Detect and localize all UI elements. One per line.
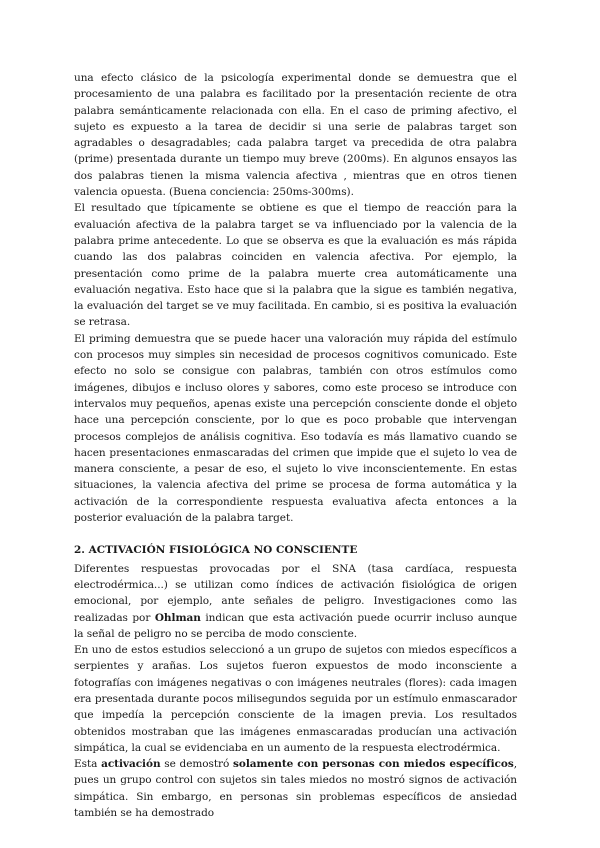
paragraph-priming-result: El resultado que típicamente se obtiene es que el tiempo de reacción para la evaluación afectiva de la palabra target se va influenciado por la valencia de la palabra prime antecedente. Lo que se observa es que la evaluación es más rápida cuando las dos palabras coinciden en valencia afectiva. Por ejemplo, la presentación como prime de la palabra muerte crea automáticamente una evaluación negativa. Esto hace que si la palabra que la sigue es también negativa, la evaluación del target se ve muy facilitada. En cambio, si es positiva la evaluación se retrasa.: [74, 202, 517, 329]
paragraph-text: , pues un grupo control con sujetos sin tales miedos no mostró signos de activación simpática. Sin embargo, en personas sin problemas específicos de ansiedad también se ha demostrado: [74, 758, 517, 820]
paragraph-text: indican que esta activación puede ocurrir incluso aunque la señal de peligro no se perciba de modo consciente.: [74, 611, 518, 640]
author-name: Ohlman: [154, 611, 201, 624]
paragraph-text: Diferentes respuestas provocadas por el SNA (tasa cardíaca, respuesta electrodérmica...) se utilizan como índices de activación fisiológica de origen emocional, por ejemplo, ante señales de peligro. Investigaciones como las realizadas por: [74, 562, 517, 624]
paragraph-text: se demostró: [160, 758, 234, 771]
paragraph-text: Esta: [74, 758, 102, 771]
section-heading: 2. ACTIVACIÓN FISIOLÓGICA NO CONSCIENTE: [74, 544, 358, 557]
paragraph-priming-demonstration: El priming demuestra que se puede hacer una valoración muy rápida del estímulo con procesos muy simples sin necesidad de procesos cognitivos comunicado. Este efecto no solo se consigue con palabras, también con otros estímulos como imágenes, dibujos e incluso olores y sabores, como este proceso se introduce con intervalos muy pequeños, apenas existe una percepción consciente donde el objeto hace una percepción consciente, por lo que es poco probable que intervengan procesos complejos de análisis cognitiva. Eso todavía es más llamativo cuando se hacen presentaciones enmascaradas del crimen que impide que el sujeto lo vea de manera consciente, a pesar de eso, el sujeto lo vive inconscientemente. En estas situaciones, la valencia afectiva del prime se procesa de forma automática y la activación de la correspondiente respuesta evaluativa afecta entonces a la posterior evaluación de la palabra target.: [74, 332, 517, 525]
emphasis-text: activación: [101, 758, 161, 771]
paragraph-activation-conclusion: [74, 756, 517, 821]
emphasis-text: solamente con personas con miedos específicos: [233, 758, 514, 771]
paragraph-sna-responses: [74, 561, 517, 642]
paragraph-priming-definition: una efecto clásico de la psicología experimental donde se demuestra que el procesamiento de una palabra es facilitado por la presentación reciente de otra palabra semánticamente relacionada con ella. En el caso de priming afectivo, el sujeto es expuesto a la tarea de decidir si una serie de palabras target son agradables o desagradables; cada palabra target va precedida de otra palabra (prime) presentada durante un tiempo muy breve (200ms). En algunos ensayos las dos palabras tienen la misma valencia afectiva , mientras que en otros tienen valencia opuesta. (Buena conciencia: 250ms-300ms).: [74, 72, 517, 199]
paragraph-phobia-study: En uno de estos estudios seleccionó a un grupo de sujetos con miedos específicos a serpientes y arañas. Los sujetos fueron expuestos de modo inconsciente a fotografías con imágenes negativas o con imágenes neutrales (flores): cada imagen era presentada durante pocos milisegundos seguida por un estímulo enmascarador que impedía la percepción consciente de la imagen previa. Los resultados obtenidos mostraban que las imágenes enmascaradas producían una activación simpática, la cual se evidenciaba en un aumento de la respuesta electrodérmica.: [74, 644, 517, 754]
